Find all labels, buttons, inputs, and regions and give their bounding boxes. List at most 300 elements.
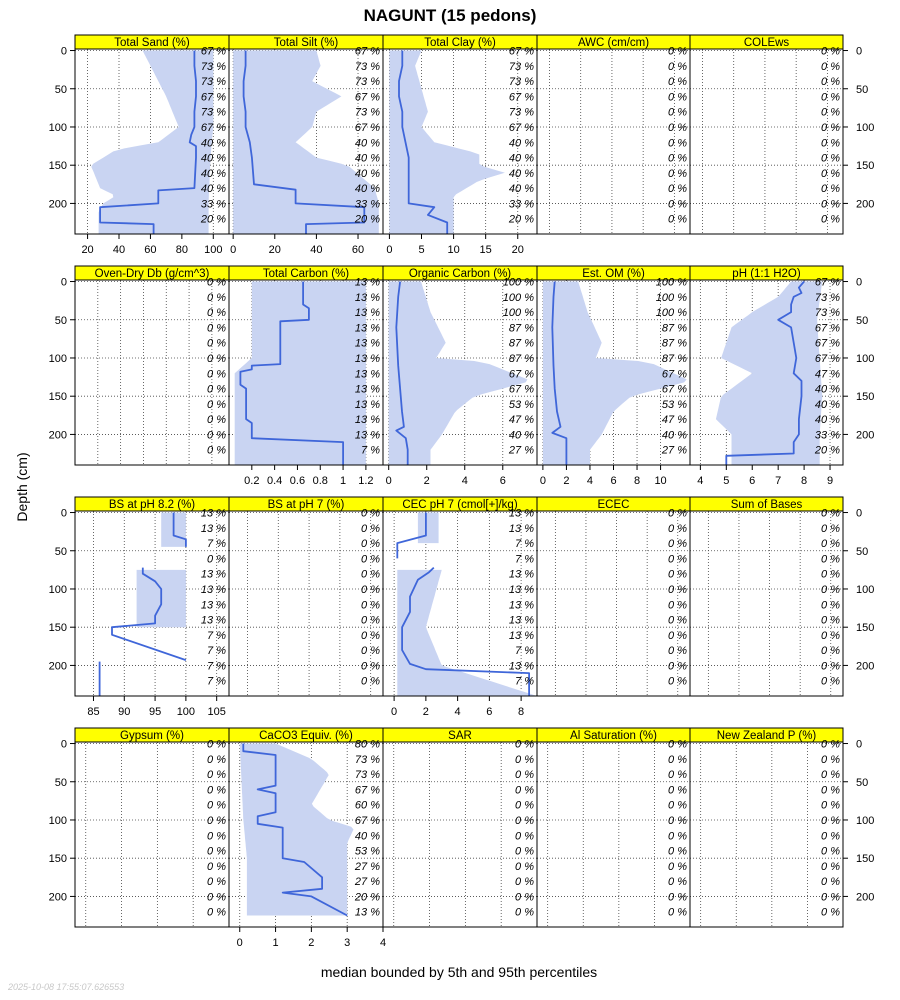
data-completeness-label: 40 % <box>200 167 226 180</box>
y-tick-label: 0 <box>856 738 863 751</box>
y-tick-label: 100 <box>48 814 67 827</box>
x-tick-label: 20 <box>81 244 94 256</box>
data-completeness-label: 67 % <box>200 121 226 134</box>
panel-ecec <box>537 497 690 696</box>
data-completeness-label: 0 % <box>361 660 380 673</box>
panel-gypsum- <box>49 728 229 927</box>
y-tick-label: 50 <box>856 545 869 558</box>
data-completeness-label: 67 % <box>354 45 380 58</box>
data-completeness-label: 0 % <box>821 738 840 751</box>
y-tick-label: 0 <box>856 45 863 58</box>
x-tick-label: 1.2 <box>358 475 374 487</box>
data-completeness-label: 0 % <box>668 198 687 211</box>
data-completeness-label: 0 % <box>821 753 840 766</box>
data-completeness-label: 40 % <box>814 398 840 411</box>
data-completeness-label: 0 % <box>668 738 687 751</box>
data-completeness-label: 0 % <box>668 891 687 904</box>
x-tick-label: 95 <box>148 706 162 718</box>
data-completeness-label: 13 % <box>354 276 380 289</box>
y-tick-label: 200 <box>856 891 875 904</box>
data-completeness-label: 0 % <box>668 660 687 673</box>
x-tick-label: 0.2 <box>244 475 260 487</box>
data-completeness-label: 0 % <box>821 799 840 812</box>
x-tick-label: 2 <box>423 475 430 487</box>
data-completeness-label: 0 % <box>668 76 687 89</box>
data-completeness-label: 13 % <box>200 522 226 535</box>
panel-oven-dry-db-g-cm-3- <box>49 266 229 465</box>
x-tick-label: 4 <box>461 475 468 487</box>
data-completeness-label: 40 % <box>661 429 687 442</box>
data-completeness-label: 0 % <box>821 830 840 843</box>
data-completeness-label: 67 % <box>508 383 534 396</box>
data-completeness-label: 40 % <box>508 183 534 196</box>
data-completeness-label: 0 % <box>515 799 534 812</box>
data-completeness-label: 13 % <box>354 307 380 320</box>
data-completeness-label: 0 % <box>361 568 380 581</box>
data-completeness-label: 0 % <box>821 568 840 581</box>
data-completeness-label: 0 % <box>668 183 687 196</box>
data-completeness-label: 67 % <box>200 45 226 58</box>
data-completeness-label: 0 % <box>207 307 226 320</box>
y-tick-label: 200 <box>48 198 67 211</box>
panel-strip-label: CEC pH 7 (cmol[+]/kg) <box>402 499 518 511</box>
panel-frame <box>229 511 383 696</box>
data-completeness-label: 13 % <box>200 583 226 596</box>
data-completeness-label: 20 % <box>354 213 380 226</box>
data-completeness-label: 13 % <box>354 352 380 365</box>
data-completeness-label: 67 % <box>354 91 380 104</box>
data-completeness-label: 33 % <box>508 198 534 211</box>
panel-strip-label: Total Clay (%) <box>424 37 496 49</box>
x-tick-label: 2 <box>563 475 570 487</box>
data-completeness-label: 87 % <box>508 322 534 335</box>
y-tick-label: 150 <box>48 391 67 404</box>
data-completeness-label: 0 % <box>821 213 840 226</box>
data-completeness-label: 27 % <box>354 860 380 873</box>
data-completeness-label: 0 % <box>207 753 226 766</box>
data-completeness-label: 0 % <box>821 522 840 535</box>
panel-strip-label: New Zealand P (%) <box>716 730 817 742</box>
x-tick-label: 0 <box>385 475 392 487</box>
data-completeness-label: 7 % <box>515 645 534 658</box>
x-tick-label: 0 <box>236 937 243 949</box>
x-tick-label: 8 <box>518 706 525 718</box>
data-completeness-label: 47 % <box>814 368 840 381</box>
x-tick-label: 6 <box>610 475 617 487</box>
data-completeness-label: 67 % <box>814 337 840 350</box>
data-completeness-label: 0 % <box>821 614 840 627</box>
data-completeness-label: 0 % <box>821 507 840 520</box>
panel-caco3-equiv- <box>229 728 386 949</box>
data-completeness-label: 0 % <box>207 337 226 350</box>
data-completeness-label: 73 % <box>200 60 226 73</box>
y-tick-label: 150 <box>48 622 67 635</box>
data-completeness-label: 20 % <box>354 891 380 904</box>
panel-strip-label: Al Saturation (%) <box>570 730 657 742</box>
x-tick-label: 0 <box>539 475 546 487</box>
data-completeness-label: 47 % <box>661 414 687 427</box>
data-completeness-label: 40 % <box>508 429 534 442</box>
panel-cec-ph-7-cmol-kg- <box>383 497 537 718</box>
y-tick-label: 200 <box>48 660 67 673</box>
x-tick-label: 1 <box>340 475 347 487</box>
data-completeness-label: 0 % <box>668 106 687 119</box>
data-completeness-label: 33 % <box>354 198 380 211</box>
data-completeness-label: 100 % <box>655 291 687 304</box>
panel-sum-of-bases <box>690 497 874 696</box>
data-completeness-label: 73 % <box>354 106 380 119</box>
data-completeness-label: 0 % <box>821 198 840 211</box>
data-completeness-label: 0 % <box>821 645 840 658</box>
y-tick-label: 150 <box>48 160 67 173</box>
data-completeness-label: 0 % <box>821 660 840 673</box>
data-completeness-label: 0 % <box>668 522 687 535</box>
data-completeness-label: 0 % <box>361 522 380 535</box>
data-completeness-label: 13 % <box>354 429 380 442</box>
panel-total-carbon- <box>229 266 383 487</box>
y-tick-label: 200 <box>856 429 875 442</box>
data-completeness-label: 40 % <box>814 383 840 396</box>
chart-title: NAGUNT (15 pedons) <box>363 6 537 25</box>
x-tick-label: 0 <box>230 244 237 256</box>
data-completeness-label: 0 % <box>207 553 226 566</box>
x-tick-label: 100 <box>176 706 196 718</box>
x-tick-label: 40 <box>112 244 126 256</box>
data-completeness-label: 0 % <box>668 538 687 551</box>
data-completeness-label: 0 % <box>668 568 687 581</box>
data-completeness-label: 13 % <box>508 599 534 612</box>
y-tick-label: 150 <box>856 160 875 173</box>
panel-sar <box>383 728 537 927</box>
x-tick-label: 100 <box>204 244 223 256</box>
data-completeness-label: 13 % <box>508 568 534 581</box>
panel-total-silt- <box>229 35 383 256</box>
x-tick-label: 10 <box>654 475 667 487</box>
panel-frame <box>75 742 229 927</box>
x-tick-label: 0.6 <box>289 475 306 487</box>
panel-bs-at-ph-8-2- <box>49 497 229 718</box>
data-completeness-label: 13 % <box>508 507 534 520</box>
y-axis-label: Depth (cm) <box>14 452 30 522</box>
data-completeness-label: 0 % <box>668 814 687 827</box>
y-tick-label: 0 <box>856 276 863 289</box>
data-completeness-label: 0 % <box>821 538 840 551</box>
data-completeness-label: 0 % <box>668 645 687 658</box>
data-completeness-label: 40 % <box>354 137 380 150</box>
data-completeness-label: 13 % <box>200 614 226 627</box>
data-completeness-label: 0 % <box>821 91 840 104</box>
data-completeness-label: 67 % <box>508 121 534 134</box>
data-completeness-label: 20 % <box>200 213 226 226</box>
data-completeness-label: 0 % <box>668 614 687 627</box>
data-completeness-label: 13 % <box>200 507 226 520</box>
data-completeness-label: 0 % <box>515 830 534 843</box>
data-completeness-label: 87 % <box>661 322 687 335</box>
data-completeness-label: 0 % <box>821 860 840 873</box>
data-completeness-label: 67 % <box>200 91 226 104</box>
y-tick-label: 100 <box>48 352 67 365</box>
data-completeness-label: 73 % <box>354 76 380 89</box>
panel-strip-label: Sum of Bases <box>730 499 803 511</box>
x-tick-label: 7 <box>775 475 782 487</box>
y-tick-label: 50 <box>54 314 67 327</box>
x-tick-label: 105 <box>207 706 226 718</box>
data-completeness-label: 0 % <box>361 507 380 520</box>
x-tick-label: 6 <box>499 475 506 487</box>
data-completeness-label: 0 % <box>207 769 226 782</box>
data-completeness-label: 40 % <box>200 137 226 150</box>
y-tick-label: 100 <box>856 814 875 827</box>
data-completeness-label: 0 % <box>668 599 687 612</box>
x-tick-label: 0.8 <box>312 475 328 487</box>
data-completeness-label: 73 % <box>354 769 380 782</box>
panel-organic-carbon- <box>383 266 537 487</box>
data-completeness-label: 0 % <box>821 599 840 612</box>
data-completeness-label: 0 % <box>668 906 687 919</box>
x-tick-label: 20 <box>268 244 281 256</box>
data-completeness-label: 80 % <box>354 738 380 751</box>
y-tick-label: 150 <box>856 391 875 404</box>
data-completeness-label: 13 % <box>354 383 380 396</box>
data-completeness-label: 0 % <box>821 553 840 566</box>
data-completeness-label: 0 % <box>821 45 840 58</box>
data-completeness-label: 73 % <box>814 307 840 320</box>
data-completeness-label: 7 % <box>515 538 534 551</box>
x-tick-label: 15 <box>479 244 492 256</box>
data-completeness-label: 0 % <box>207 830 226 843</box>
data-completeness-label: 0 % <box>515 814 534 827</box>
data-completeness-label: 0 % <box>668 860 687 873</box>
data-completeness-label: 0 % <box>821 784 840 797</box>
data-completeness-label: 0 % <box>668 629 687 642</box>
x-tick-label: 8 <box>633 475 641 487</box>
data-completeness-label: 67 % <box>661 383 687 396</box>
data-completeness-label: 0 % <box>207 276 226 289</box>
data-completeness-label: 40 % <box>508 137 534 150</box>
data-completeness-label: 0 % <box>207 891 226 904</box>
y-tick-label: 0 <box>60 45 67 58</box>
x-tick-label: 60 <box>144 244 157 256</box>
data-completeness-label: 0 % <box>668 213 687 226</box>
data-completeness-label: 7 % <box>515 553 534 566</box>
data-completeness-label: 67 % <box>354 814 380 827</box>
data-completeness-label: 0 % <box>207 860 226 873</box>
data-completeness-label: 0 % <box>668 167 687 180</box>
y-tick-label: 50 <box>54 545 67 558</box>
y-tick-label: 100 <box>856 352 875 365</box>
data-completeness-label: 40 % <box>814 414 840 427</box>
data-completeness-label: 0 % <box>821 152 840 165</box>
panel-awc-cm-cm- <box>537 35 690 234</box>
data-completeness-label: 0 % <box>668 583 687 596</box>
data-completeness-label: 0 % <box>821 675 840 688</box>
x-tick-label: 5 <box>418 244 425 256</box>
y-tick-label: 150 <box>856 853 875 866</box>
panel-grid <box>49 35 875 949</box>
data-completeness-label: 0 % <box>207 322 226 335</box>
panel-al-saturation- <box>537 728 690 927</box>
data-completeness-label: 7 % <box>207 538 226 551</box>
x-tick-label: 10 <box>447 244 460 256</box>
panel-strip-label: Oven-Dry Db (g/cm^3) <box>94 268 210 280</box>
data-completeness-label: 100 % <box>502 307 534 320</box>
y-tick-label: 50 <box>54 776 67 789</box>
x-tick-label: 85 <box>87 706 100 718</box>
data-completeness-label: 40 % <box>508 152 534 165</box>
y-tick-label: 100 <box>856 583 875 596</box>
data-completeness-label: 0 % <box>515 860 534 873</box>
data-completeness-label: 0 % <box>361 614 380 627</box>
y-tick-label: 100 <box>48 121 67 134</box>
panel-total-clay- <box>383 35 537 256</box>
panel-est-om- <box>537 266 690 487</box>
data-completeness-label: 20 % <box>814 444 840 457</box>
data-completeness-label: 0 % <box>207 414 226 427</box>
data-completeness-label: 100 % <box>655 276 687 289</box>
data-completeness-label: 87 % <box>508 337 534 350</box>
data-completeness-label: 40 % <box>354 830 380 843</box>
y-tick-label: 150 <box>48 853 67 866</box>
panel-strip-label: SAR <box>448 730 472 742</box>
panel-strip-label: Est. OM (%) <box>582 268 645 280</box>
data-completeness-label: 13 % <box>354 414 380 427</box>
y-tick-label: 0 <box>60 276 67 289</box>
data-completeness-label: 13 % <box>354 368 380 381</box>
percentile-band <box>389 51 505 235</box>
data-completeness-label: 73 % <box>508 106 534 119</box>
data-completeness-label: 27 % <box>508 444 534 457</box>
data-completeness-label: 0 % <box>668 91 687 104</box>
x-tick-label: 5 <box>723 475 730 487</box>
data-completeness-label: 0 % <box>821 121 840 134</box>
data-completeness-label: 0 % <box>821 76 840 89</box>
data-completeness-label: 0 % <box>207 352 226 365</box>
data-completeness-label: 0 % <box>207 291 226 304</box>
data-completeness-label: 73 % <box>200 106 226 119</box>
data-completeness-label: 33 % <box>814 429 840 442</box>
x-tick-label: 60 <box>351 244 365 256</box>
data-completeness-label: 0 % <box>515 769 534 782</box>
x-tick-label: 9 <box>826 475 834 487</box>
data-completeness-label: 73 % <box>508 60 534 73</box>
data-completeness-label: 53 % <box>354 845 380 858</box>
y-tick-label: 50 <box>856 83 869 96</box>
y-tick-label: 50 <box>54 83 67 96</box>
data-completeness-label: 0 % <box>668 152 687 165</box>
data-completeness-label: 7 % <box>361 444 380 457</box>
data-completeness-label: 0 % <box>821 891 840 904</box>
data-completeness-label: 87 % <box>661 337 687 350</box>
data-completeness-label: 27 % <box>354 876 380 889</box>
data-completeness-label: 0 % <box>821 814 840 827</box>
y-tick-label: 50 <box>856 314 869 327</box>
panel-strip-label: COLEws <box>743 37 790 49</box>
data-completeness-label: 0 % <box>207 906 226 919</box>
panel-strip-label: CaCO3 Equiv. (%) <box>259 730 353 742</box>
panel-strip-label: BS at pH 8.2 (%) <box>108 499 196 511</box>
data-completeness-label: 0 % <box>668 876 687 889</box>
data-completeness-label: 0 % <box>361 583 380 596</box>
data-completeness-label: 47 % <box>508 414 534 427</box>
x-tick-label: 2 <box>308 937 315 949</box>
panel-strip-label: Total Sand (%) <box>114 37 190 49</box>
x-tick-label: 90 <box>118 706 131 718</box>
data-completeness-label: 13 % <box>354 291 380 304</box>
data-completeness-label: 40 % <box>354 183 380 196</box>
data-completeness-label: 0 % <box>207 429 226 442</box>
panel-colews <box>690 35 874 234</box>
data-completeness-label: 0 % <box>821 137 840 150</box>
data-completeness-label: 67 % <box>814 276 840 289</box>
panel-strip-label: Organic Carbon (%) <box>408 268 512 280</box>
x-tick-label: 4 <box>586 475 594 487</box>
panel-strip-label: AWC (cm/cm) <box>577 37 650 49</box>
data-completeness-label: 0 % <box>821 106 840 119</box>
data-completeness-label: 67 % <box>661 368 687 381</box>
data-completeness-label: 0 % <box>821 845 840 858</box>
percentile-band <box>418 513 439 544</box>
data-completeness-label: 0 % <box>515 753 534 766</box>
data-completeness-label: 0 % <box>668 137 687 150</box>
panel-frame <box>383 742 537 927</box>
y-tick-label: 200 <box>856 660 875 673</box>
data-completeness-label: 67 % <box>508 45 534 58</box>
data-completeness-label: 73 % <box>354 60 380 73</box>
data-completeness-label: 0 % <box>821 583 840 596</box>
y-tick-label: 200 <box>48 891 67 904</box>
panel-strip-label: Gypsum (%) <box>120 730 184 742</box>
x-tick-label: 80 <box>175 244 188 256</box>
data-completeness-label: 0 % <box>515 876 534 889</box>
data-completeness-label: 13 % <box>354 906 380 919</box>
panel-strip-label: pH (1:1 H2O) <box>732 268 801 280</box>
data-completeness-label: 0 % <box>668 553 687 566</box>
data-completeness-label: 0 % <box>515 891 534 904</box>
data-completeness-label: 13 % <box>354 322 380 335</box>
data-completeness-label: 40 % <box>200 183 226 196</box>
y-tick-label: 200 <box>48 429 67 442</box>
data-completeness-label: 0 % <box>821 167 840 180</box>
data-completeness-label: 0 % <box>515 906 534 919</box>
y-tick-label: 150 <box>856 622 875 635</box>
data-completeness-label: 0 % <box>821 769 840 782</box>
data-completeness-label: 73 % <box>814 291 840 304</box>
data-completeness-label: 7 % <box>207 675 226 688</box>
y-tick-label: 50 <box>856 776 869 789</box>
panel-bs-at-ph-7- <box>229 497 383 696</box>
y-tick-label: 200 <box>856 198 875 211</box>
data-completeness-label: 13 % <box>508 660 534 673</box>
data-completeness-label: 67 % <box>354 784 380 797</box>
data-completeness-label: 13 % <box>200 599 226 612</box>
panel-ph-1-1-h2o- <box>690 266 874 487</box>
data-completeness-label: 0 % <box>361 629 380 642</box>
panel-strip-label: Total Silt (%) <box>273 37 339 49</box>
data-completeness-label: 0 % <box>821 876 840 889</box>
x-tick-label: 4 <box>379 937 387 949</box>
data-completeness-label: 67 % <box>814 322 840 335</box>
panel-strip-label: BS at pH 7 (%) <box>267 499 345 511</box>
data-completeness-label: 0 % <box>361 553 380 566</box>
data-completeness-label: 73 % <box>508 76 534 89</box>
data-completeness-label: 0 % <box>207 814 226 827</box>
data-completeness-label: 0 % <box>207 738 226 751</box>
x-tick-label: 2 <box>422 706 429 718</box>
data-completeness-label: 0 % <box>515 845 534 858</box>
data-completeness-label: 0 % <box>515 784 534 797</box>
data-completeness-label: 13 % <box>354 337 380 350</box>
data-completeness-label: 67 % <box>354 121 380 134</box>
